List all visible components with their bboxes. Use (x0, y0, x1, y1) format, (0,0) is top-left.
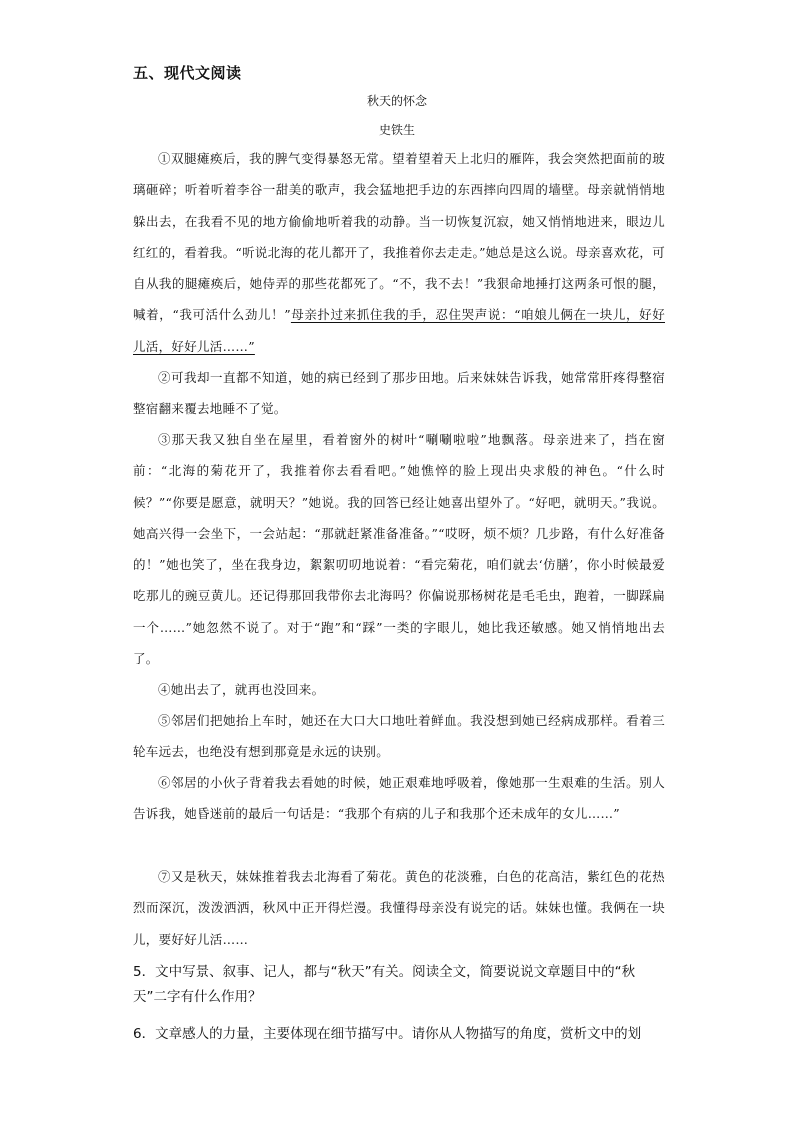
paragraph-6: ⑥邻居的小伙子背着我去看她的时候，她正艰难地呼吸着，像她那一生艰难的生活。别人告诉我，她昏迷前的最后一句话是：“我那个有病的儿子和我那个还未成年的女儿……” (133, 775, 665, 822)
paragraph-4: ④她出去了，就再也没回来。 (158, 682, 325, 697)
paragraph-1 (133, 143, 665, 362)
section-title: 五、现代文阅读 (133, 64, 242, 82)
article-author: 史铁生 (378, 123, 415, 137)
paragraph-5: ⑤邻居们把她抬上车时，她还在大口大口地吐着鲜血。我没想到她已经病成那样。看着三轮车远去，也绝没有想到那竟是永远的诀别。 (133, 713, 665, 760)
underlined-sentence: 母亲扑过来抓住我的手，忍住哭声说：“咱娘儿俩在一块儿，好好儿活，好好儿活……” (133, 307, 665, 354)
paragraph-1-text: ①双腿瘫痪后，我的脾气变得暴怒无常。望着望着天上北归的雁阵，我会突然把面前的玻璃砸碎；听着听着李谷一甜美的歌声，我会猛地把手边的东西摔向四周的墙壁。母亲就悄悄地躲出去，在我看不见的地方偷偷地听着我的动静。当一切恢复沉寂，她又悄悄地进来，眼边儿红红的，看着我。“听说北海的花儿都开了，我推着你去走走。”她总是这么说。母亲喜欢花，可自从我的腿瘫痪后，她侍弄的那些花都死了。“不，我不去！”我狠命地捶打这两条可恨的腿，喊着，“我可活什么劲儿！” (133, 151, 665, 323)
paragraph-2: ②可我却一直都不知道，她的病已经到了那步田地。后来妹妹告诉我，她常常肝疼得整宿整宿翻来覆去地睡不了觉。 (133, 370, 665, 417)
paragraph-3: ③那天我又独自坐在屋里，看着窗外的树叶“唰唰啦啦”地飘落。母亲进来了，挡在窗前：“北海的菊花开了，我推着你去看看吧。”她憔悴的脸上现出央求般的神色。“什么时候？”“你要是愿意，就明天？”她说。我的回答已经让她喜出望外了。“好吧，就明天。”我说。她高兴得一会坐下，一会站起：“那就赶紧准备准备。”“哎呀，烦不烦？几步路，有什么好准备的！”她也笑了，坐在我身边，絮絮叨叨地说着：“看完菊花，咱们就去‘仿膳’，你小时候最爱吃那儿的豌豆黄儿。还记得那回我带你去北海吗？你偏说那杨树花是毛毛虫，跑着，一脚踩扁一个……”她忽然不说了。对于“跑”和“踩”一类的字眼儿，她比我还敏感。她又悄悄地出去了。 (133, 432, 665, 667)
article-title: 秋天的怀念 (366, 94, 427, 108)
question-6: 6．文章感人的力量，主要体现在细节描写中。请你从人物描写的角度，赏析文中的划 (133, 1026, 642, 1042)
question-5: 5．文中写景、叙事、记人，都与“秋天”有关。阅读全文，简要说说文章题目中的“秋天”二字有什么作用？ (133, 964, 636, 1005)
paragraph-7: ⑦又是秋天，妹妹推着我去北海看了菊花。黄色的花淡雅，白色的花高洁，紫红色的花热烈而深沉，泼泼洒洒，秋风中正开得烂漫。我懂得母亲没有说完的话。妹妹也懂。我俩在一块儿，要好好儿活…… (133, 869, 665, 947)
